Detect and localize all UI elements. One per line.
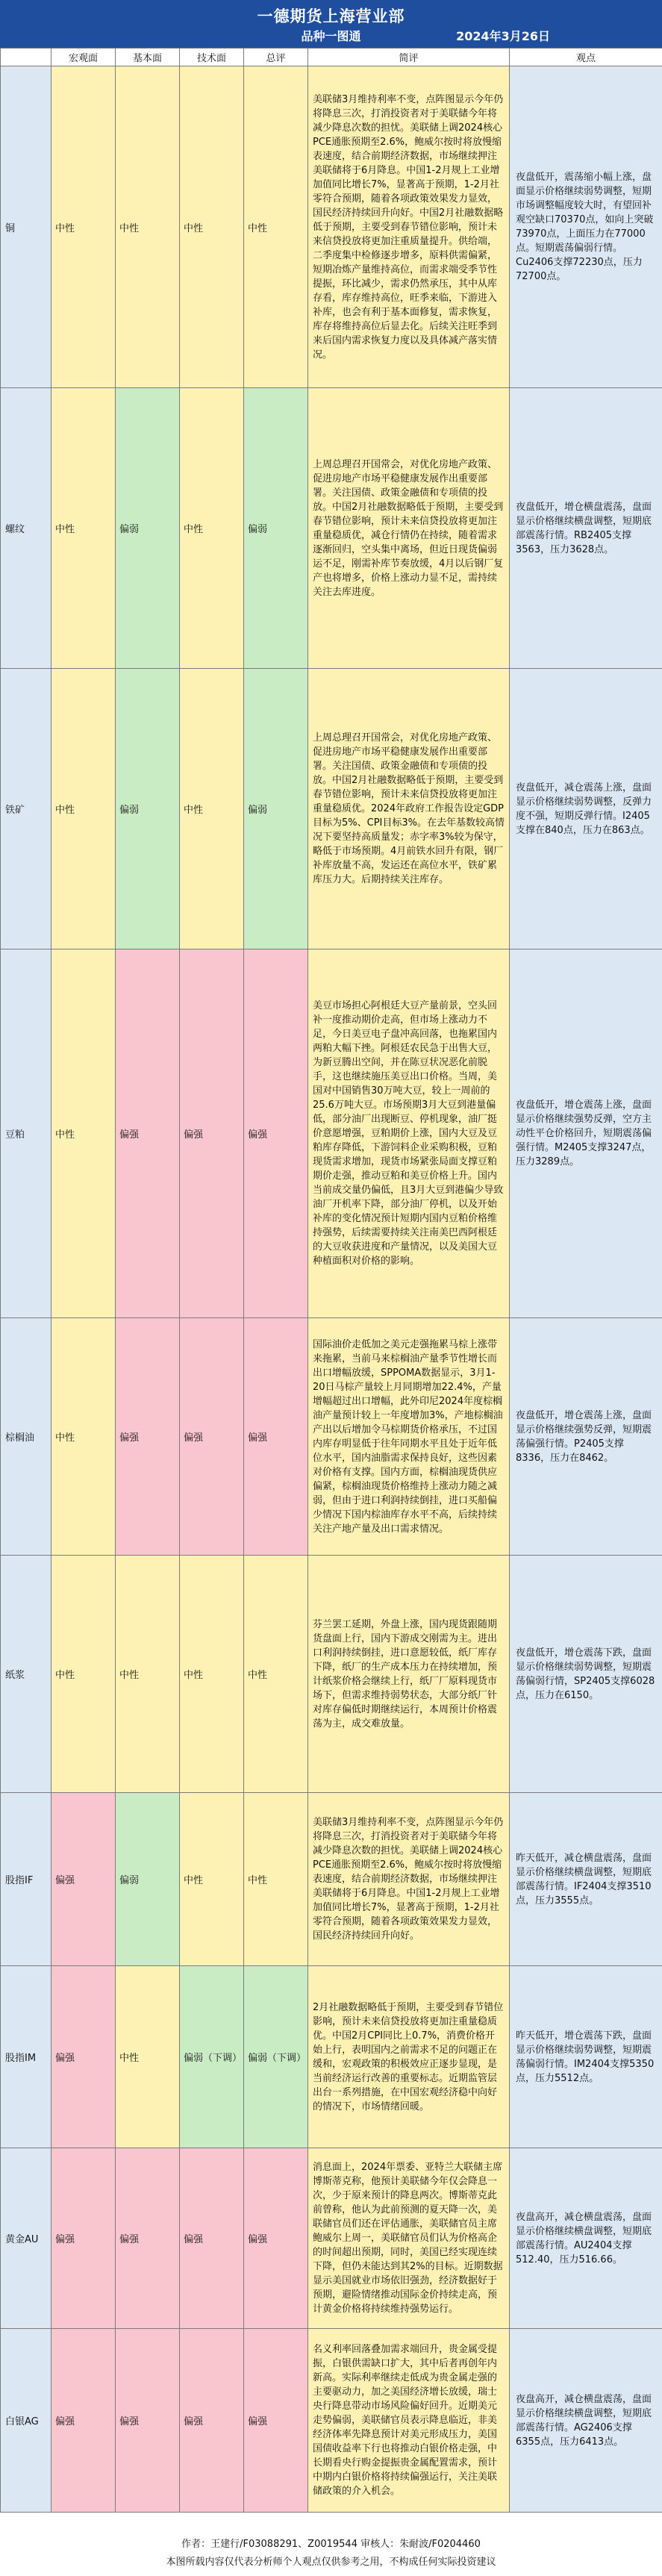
basis-rating: 偏强: [116, 1318, 180, 1556]
tech-rating: 中性: [180, 1556, 244, 1793]
summary-rating: 偏弱（下调）: [244, 1966, 308, 2148]
view-comment: 夜盘低开，增仓震荡下跌，盘面显示价格继续弱势调整，短期震荡偏弱行情，SP2405支撑6028点，压力在6150。: [510, 1556, 662, 1793]
view-comment: 夜盘低开，增仓震荡上涨，盘面显示价格继续强势反弹，短期震荡偏强行情。P2405支撑8336，压力在8462。: [510, 1318, 662, 1556]
col-header-tech: 技术面: [180, 49, 244, 66]
view-comment: 昨天低开，增仓震荡下跌，盘面显示价格继续弱势调整，短期震荡偏弱行情。IM2404支撑5350点，压力5512点。: [510, 1966, 662, 2148]
tech-rating: 偏强: [180, 949, 244, 1318]
macro-rating: 偏强: [51, 2329, 116, 2513]
table-row: [1, 1793, 662, 1966]
table-row: [1, 949, 662, 1318]
tech-rating: 偏强: [180, 2329, 244, 2513]
basis-rating: 偏强: [116, 2148, 180, 2329]
commodity-name: 黄金AU: [1, 2148, 51, 2329]
summary-rating: 中性: [244, 66, 308, 388]
commodity-name: 纸浆: [1, 1556, 51, 1793]
commodity-name: 铜: [1, 66, 51, 388]
tech-rating: 偏强: [180, 2148, 244, 2329]
macro-rating: 中性: [51, 1556, 116, 1793]
macro-rating: 中性: [51, 66, 116, 388]
macro-rating: 偏强: [51, 2148, 116, 2329]
summary-rating: 偏弱: [244, 388, 308, 669]
commodity-name: 螺纹: [1, 388, 51, 669]
footer-disclaimer: 本图所载内容仅代表分析师个人观点仅供参考之用，不构成任何实际投资建议: [166, 2557, 496, 2568]
view-comment: 夜盘高开，减仓横盘震荡，盘面显示价格继续横盘调整，短期底部震荡行情。AG2406支撑6355点，压力6413点。: [510, 2329, 662, 2513]
summary-rating: 偏强: [244, 1318, 308, 1556]
col-header-macro: 宏观面: [51, 49, 116, 66]
summary-rating: 中性: [244, 1793, 308, 1966]
brief-comment: 国际油价走低加之美元走强拖累马棕上涨带来拖累，当前马来棕榈油产量季节性增长而出口增幅放缓，SPPOMA数据显示，3月1-20日马棕产量较上月同期增加22.4%，产量增幅超过出口增幅，此外印尼2024年度棕榈油产量预计较上一年度增加3%，产地棕榈油产出以后增加令马棕期货价格承压，不过国内库存明显低于往年同期水平且处于近年低位水平，国内油脂需求保持良好，这些因素对价格有支撑。国内方面，棕榈油现货供应偏紧，棕榈油现货价格维持上涨动力随之减弱，但由于进口利润持续倒挂，进口买船偏少情况下国内棕油库存水平不高，后续持续关注产地产量及出口需求情况。: [308, 1318, 510, 1556]
basis-rating: 中性: [116, 1966, 180, 2148]
footer: [0, 2533, 662, 2576]
commodity-name: 股指IF: [1, 1793, 51, 1966]
macro-rating: 偏强: [51, 1793, 116, 1966]
commodity-name: 股指IM: [1, 1966, 51, 2148]
tech-rating: 中性: [180, 66, 244, 388]
table-row: [1, 1318, 662, 1556]
commodity-name: 豆粕: [1, 949, 51, 1318]
basis-rating: 偏弱: [116, 1793, 180, 1966]
col-header-summary: 总评: [244, 49, 308, 66]
col-header-view: 观点: [510, 49, 662, 66]
summary-rating: 偏强: [244, 949, 308, 1318]
tech-rating: 偏强: [180, 1318, 244, 1556]
brief-comment: 上周总理召开国常会，对优化房地产政策、促进房地产市场平稳健康发展作出重要部署。关注国债、政策金融债和专项债的投放。中国2月社融数据略低于预期，主要受到春节错位影响，预计未来信贷投放将更加注重量稳质优，减仓行情仍在持续，随着需求逐渐回归，空头集中离场，但近日现货偏弱运不足，刚需补库节奏放缓，4月以后钢厂复产也将增多，价格上涨动力显不足，需持续关注去库进度。: [308, 388, 510, 669]
summary-rating: 偏强: [244, 2329, 308, 2513]
summary-rating: 中性: [244, 1556, 308, 1793]
brief-comment: 美豆市场担心阿根廷大豆产量前景，空头回补一度推动期价走高，但市场上涨动力不足，今日美豆电子盘冲高回落，也拖累国内两粕大幅下挫。阿根廷农民急于出售大豆，为新豆腾出空间，并在陈豆状况恶化前脱手，这也继续施压美豆出口价格。当周，美国对中国销售30万吨大豆，较上一周前的25.6万吨大豆。市场预期3月大豆到港量偏低，部分油厂出现断豆、停机现象，油厂挺价意愿增强，豆粕期价上涨，国内大豆及豆粕库存降低，下游饲料企业采购积极，豆粕现货需求增加，现货市场紧张局面支撑豆粕期价走强，推动豆粕和美豆价格上升。国内当前成交量仍偏低，且3月大豆到港偏少导致油厂开机率下降，部分油厂停机，以及开始补库的变化情况预计短期内国内豆粕价格维持强势，后续需要持续关注南美巴西阿根廷的大豆收获进度和产量情况，以及美国大豆种植面积对价格的影响。: [308, 949, 510, 1318]
macro-rating: 中性: [51, 1318, 116, 1556]
brief-comment: 芬兰罢工延期，外盘上涨，国内现货跟随期货盘面上行，国内下游成交刚需为主。进出口利润持续倒挂，进口意愿较低，纸厂库存下降，纸厂的生产成本压力在持续增加，预计纸浆价格会继续上行，纸厂厂原料现货市场下，但需求维持弱势状态，大部分纸厂针对库存偏低时期继续运行，本周预计价格震荡为主，成交难放量。: [308, 1556, 510, 1793]
col-header-basis: 基本面: [116, 49, 180, 66]
brief-comment: 名义利率回落叠加需求端回升，贵金属受提振，白银供需缺口扩大，其中后者再创年内新高。实际利率继续走低成为贵金属走强的主要驱动力，加之美国经济增长放缓，瑞士央行降息带动市场风险偏好回升。近期美元走势偏弱，美联储官员表示降息临近，非美经济体率先降息预计对美元形成压力，美国国债收益率下行也将推动白银价格走强，中长期看央行购金提振贵金属配置需求，预计中期内白银价格将持续偏强运行，关注美联储政策的介入机会。: [308, 2329, 510, 2513]
brief-comment: 美联储3月维持利率不变，点阵图显示今年仍将降息三次，打消投资者对于美联储今年将减少降息次数的担忧。美联储上调2024核心PCE通胀预期至2.6%，鲍威尔按时将放慢缩表速度，结合前期经济数据，市场继续押注美联储将于6月降息。中国1-2月规上工业增加值同比增长7%，显著高于预期，1-2月社零符合预期，随着各项政策效果发力显效，国民经济持续回升向好。中国2月社融数据略低于预期，主要受到春节错位影响，预计未来信贷投放将更加注重质量提升。供给端，二季度集中检修逐步增多，原料供需偏紧，短期冶炼产量维持高位，而需求端受季节性提振，环比减少，需求仍然承压，其中从库存看，库存维持高位，旺季来临，下游进入补库，也会有利于基本面修复，需求恢复，库存将维持高位后显去化。后续关注旺季到来后国内需求恢复力度以及具体减产落实情况。: [308, 66, 510, 388]
macro-rating: 中性: [51, 669, 116, 949]
table-row: [1, 1966, 662, 2148]
tech-rating: 中性: [180, 1793, 244, 1966]
col-header-name: [1, 49, 51, 66]
basis-rating: 偏弱: [116, 388, 180, 669]
footer-authors: 作者：王建行/F03088291、Z0019544 审核人：朱耐波/F0204460: [181, 2539, 481, 2550]
col-header-brief: 简评: [308, 49, 510, 66]
view-comment: 夜盘低开，减仓震荡上涨，盘面显示价格继续弱势调整，反弹力度不强，短期反弹行情。I2405支撑在840点，压力在863点。: [510, 669, 662, 949]
tech-rating: 偏弱（下调）: [180, 1966, 244, 2148]
table-header-row: [1, 49, 662, 66]
summary-rating: 偏强: [244, 2148, 308, 2329]
commodity-name: 棕榈油: [1, 1318, 51, 1556]
macro-rating: 偏强: [51, 1966, 116, 2148]
basis-rating: 中性: [116, 66, 180, 388]
view-comment: 夜盘低开，增仓横盘震荡，盘面显示价格继续横盘调整，短期底部震荡行情。RB2405支撑3563，压力3628点。: [510, 388, 662, 669]
table-row: [1, 388, 662, 669]
table-row: [1, 2329, 662, 2513]
tech-rating: 中性: [180, 388, 244, 669]
basis-rating: 偏强: [116, 949, 180, 1318]
table-row: [1, 669, 662, 949]
page-title: 一德期货上海营业部: [257, 7, 405, 25]
table-row: [1, 1556, 662, 1793]
brief-comment: 消息面上，2024年票委、亚特兰大联储主席博斯蒂克称，他预计美联储今年仅会降息一次，少于原来预计的降息两次。博斯蒂克此前曾称，他认为此前预测的夏天降一次，美联储官员们还在评估通胀，美联储官员主席鲍威尔上周一，美联储官员们认为价格高企的时间超出预期，同时，美国已经实现连续下降，但仍未能达到其2%的目标。近期数据显示美国就业市场依旧强劲，经济数据好于预期，避险情绪推动国际金价持续走高，预计黄金价格将持续维持强势运行。: [308, 2148, 510, 2329]
brief-comment: 2月社融数据略低于预期，主要受到春节错位影响，预计未来信贷投放将更加注重量稳质优。中国2月CPI同比上0.7%，消费价格开始上行，表明国内之前需求不足的问题正在缓和，宏观政策的积极效应正逐步显现，是当前经济运行改善的重要标志。近期监管层出台一系列措施，在中国宏观经济稳中向好的情况下，市场情绪回暖。: [308, 1966, 510, 2148]
title-bar: [0, 0, 662, 48]
view-comment: 夜盘高开，减仓横盘震荡，盘面显示价格继续横盘调整，短期底部震荡行情。AU2404支撑512.40，压力516.66。: [510, 2148, 662, 2329]
table-row: [1, 2148, 662, 2329]
commodity-name: 白银AG: [1, 2329, 51, 2513]
commodity-name: 铁矿: [1, 669, 51, 949]
brief-comment: 上周总理召开国常会，对优化房地产政策、促进房地产市场平稳健康发展作出重要部署。关注国债、政策金融债和专项债的投放。中国2月社融数据略低于预期，主要受到春节错位影响，预计未来信贷投放将更加注重量稳质优。2024年政府工作报告设定GDP目标为5%、CPI目标3%。在去年基数较高情况下要坚持高质量发；赤字率3%较为保守，略低于市场预期。4月前铁水回升有限，钢厂补库放量不高，发运还在高位水平，铁矿累库压力大。后期持续关注库存。: [308, 669, 510, 949]
basis-rating: 偏强: [116, 2329, 180, 2513]
macro-rating: 中性: [51, 388, 116, 669]
view-comment: 夜盘低开，增仓震荡上涨，盘面显示价格继续强势反弹，空方主动性平仓价格回升，短期震荡偏强行情。M2405支撑3247点，压力3289点。: [510, 949, 662, 1318]
table-row: [1, 66, 662, 388]
macro-rating: 中性: [51, 949, 116, 1318]
report-date: 2024年3月26日: [456, 29, 550, 43]
page-subtitle: 品种一图通: [301, 29, 361, 43]
table-body: [1, 66, 662, 2513]
brief-comment: 美联储3月维持利率不变，点阵图显示今年仍将降息三次，打消投资者对于美联储今年将减少降息次数的担忧。美联储上调2024核心PCE通胀预期至2.6%，鲍威尔按时将放慢缩表速度，结合前期经济数据，市场继续押注美联储将于6月降息。中国1-2月规上工业增加值同比增长7%，显著高于预期，1-2月社零符合预期，随着各项政策效果发力显效，国民经济持续回升向好。: [308, 1793, 510, 1966]
basis-rating: 中性: [116, 1556, 180, 1793]
tech-rating: 中性: [180, 669, 244, 949]
view-comment: 昨天低开，减仓横盘震荡，盘面显示价格继续横盘调整，短期底部震荡行情。IF2404支撑3510点，压力3555点。: [510, 1793, 662, 1966]
summary-rating: 偏弱: [244, 669, 308, 949]
commodity-table: [0, 48, 662, 2513]
basis-rating: 偏弱: [116, 669, 180, 949]
view-comment: 夜盘低开，震荡缩小幅上涨，盘面显示价格继续弱势调整，短期市场调整幅度较大时，有望回补观空缺口70370点，如向上突破73970点，上面压力在77000点。短期震荡偏弱行情。Cu2406支撑72230点，压力72700点。: [510, 66, 662, 388]
